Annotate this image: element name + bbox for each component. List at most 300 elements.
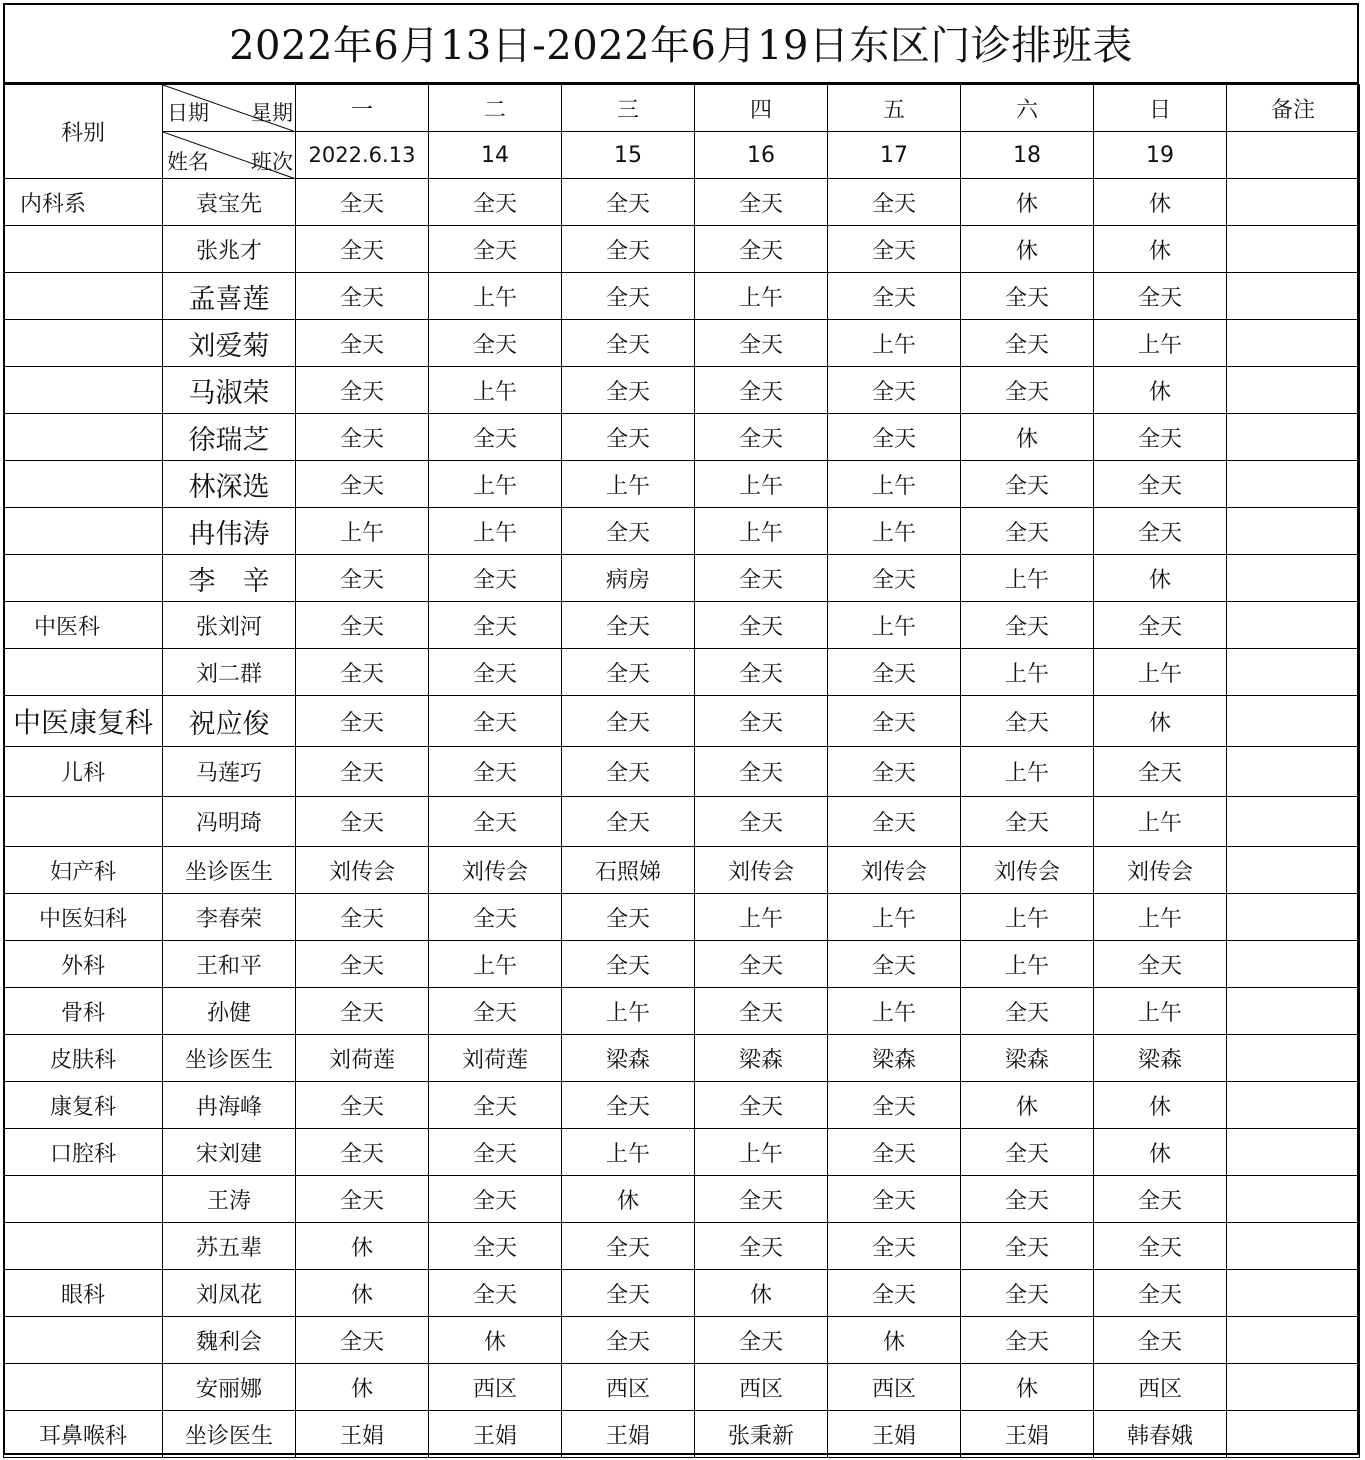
table-row bbox=[4, 508, 1360, 555]
name-cell: 孟喜莲 bbox=[163, 273, 296, 320]
shift-cell: 上午 bbox=[1094, 649, 1227, 696]
shift-cell: 上午 bbox=[828, 894, 961, 941]
dept-cell: 中医康复科 bbox=[4, 696, 163, 747]
remarks-cell bbox=[1227, 1364, 1360, 1411]
shift-cell: 全天 bbox=[562, 1270, 695, 1317]
shift-cell: 石照娣 bbox=[562, 847, 695, 894]
shift-cell: 全天 bbox=[828, 179, 961, 226]
table-row bbox=[4, 1317, 1360, 1364]
shift-cell: 全天 bbox=[961, 797, 1094, 847]
shift-cell: 全天 bbox=[562, 226, 695, 273]
dept-cell bbox=[4, 461, 163, 508]
shift-cell: 休 bbox=[562, 1176, 695, 1223]
shift-cell: 休 bbox=[695, 1270, 828, 1317]
shift-cell: 全天 bbox=[562, 508, 695, 555]
shift-cell: 全天 bbox=[1094, 941, 1227, 988]
shift-cell: 上午 bbox=[695, 461, 828, 508]
remarks-cell bbox=[1227, 602, 1360, 649]
dept-cell: 骨科 bbox=[4, 988, 163, 1035]
name-cell: 宋刘建 bbox=[163, 1129, 296, 1176]
shift-cell: 全天 bbox=[562, 367, 695, 414]
shift-cell: 王娟 bbox=[562, 1411, 695, 1458]
shift-cell: 全天 bbox=[296, 1129, 429, 1176]
shift-cell: 全天 bbox=[429, 602, 562, 649]
dept-cell: 妇产科 bbox=[4, 847, 163, 894]
dept-cell: 口腔科 bbox=[4, 1129, 163, 1176]
name-cell: 坐诊医生 bbox=[163, 1411, 296, 1458]
table-row bbox=[4, 747, 1360, 797]
shift-cell: 上午 bbox=[429, 367, 562, 414]
shift-cell: 全天 bbox=[1094, 602, 1227, 649]
remarks-header: 备注 bbox=[1227, 85, 1360, 132]
shift-cell: 全天 bbox=[695, 1223, 828, 1270]
name-cell: 坐诊医生 bbox=[163, 1035, 296, 1082]
shift-cell: 全天 bbox=[296, 226, 429, 273]
date-tue: 14 bbox=[429, 132, 562, 179]
shift-cell: 西区 bbox=[695, 1364, 828, 1411]
table-row bbox=[4, 555, 1360, 602]
table-row bbox=[4, 988, 1360, 1035]
shift-cell: 上午 bbox=[961, 941, 1094, 988]
shift-cell: 全天 bbox=[562, 1317, 695, 1364]
shift-cell: 全天 bbox=[429, 649, 562, 696]
shift-cell: 全天 bbox=[828, 1223, 961, 1270]
table-row bbox=[4, 273, 1360, 320]
shift-cell: 全天 bbox=[695, 1317, 828, 1364]
remarks-cell bbox=[1227, 226, 1360, 273]
name-cell: 林深选 bbox=[163, 461, 296, 508]
shift-cell: 全天 bbox=[961, 1317, 1094, 1364]
name-cell: 冉海峰 bbox=[163, 1082, 296, 1129]
shift-cell: 全天 bbox=[429, 747, 562, 797]
shift-cell: 全天 bbox=[828, 414, 961, 461]
dept-cell bbox=[4, 508, 163, 555]
shift-cell: 休 bbox=[1094, 555, 1227, 602]
date-thu: 16 bbox=[695, 132, 828, 179]
shift-cell: 上午 bbox=[961, 649, 1094, 696]
date-label: 日期 bbox=[167, 101, 209, 125]
remarks-cell bbox=[1227, 414, 1360, 461]
shift-cell: 全天 bbox=[961, 1223, 1094, 1270]
shift-cell: 刘传会 bbox=[828, 847, 961, 894]
name-cell: 马莲巧 bbox=[163, 747, 296, 797]
shift-cell: 全天 bbox=[562, 696, 695, 747]
name-cell: 刘二群 bbox=[163, 649, 296, 696]
shift-cell: 上午 bbox=[429, 508, 562, 555]
shift-cell: 上午 bbox=[1094, 320, 1227, 367]
dept-cell bbox=[4, 1317, 163, 1364]
dept-cell bbox=[4, 320, 163, 367]
shift-cell: 全天 bbox=[695, 1082, 828, 1129]
shift-cell: 王娟 bbox=[961, 1411, 1094, 1458]
weekday-thu: 四 bbox=[695, 85, 828, 132]
table-row bbox=[4, 649, 1360, 696]
shift-cell: 上午 bbox=[695, 894, 828, 941]
shift-cell: 梁森 bbox=[695, 1035, 828, 1082]
remarks-cell bbox=[1227, 1411, 1360, 1458]
table-row bbox=[4, 461, 1360, 508]
dept-cell bbox=[4, 1176, 163, 1223]
shift-cell: 全天 bbox=[429, 797, 562, 847]
shift-cell: 全天 bbox=[429, 988, 562, 1035]
shift-cell: 全天 bbox=[828, 1176, 961, 1223]
dept-cell bbox=[4, 1364, 163, 1411]
shift-cell: 全天 bbox=[296, 461, 429, 508]
date-weekday-header bbox=[163, 85, 296, 132]
shift-cell: 休 bbox=[1094, 179, 1227, 226]
shift-cell: 休 bbox=[961, 1364, 1094, 1411]
remarks-cell bbox=[1227, 1129, 1360, 1176]
table-row bbox=[4, 941, 1360, 988]
shift-cell: 休 bbox=[828, 1317, 961, 1364]
shift-cell: 全天 bbox=[1094, 1317, 1227, 1364]
dept-cell bbox=[4, 1223, 163, 1270]
shift-cell: 西区 bbox=[828, 1364, 961, 1411]
name-cell: 祝应俊 bbox=[163, 696, 296, 747]
shift-cell: 上午 bbox=[1094, 894, 1227, 941]
shift-cell: 全天 bbox=[1094, 414, 1227, 461]
shift-cell: 西区 bbox=[429, 1364, 562, 1411]
shift-cell: 全天 bbox=[562, 1223, 695, 1270]
shift-cell: 休 bbox=[1094, 1082, 1227, 1129]
remarks-cell bbox=[1227, 320, 1360, 367]
shift-cell: 全天 bbox=[695, 179, 828, 226]
shift-cell: 全天 bbox=[296, 367, 429, 414]
dept-cell bbox=[4, 649, 163, 696]
shift-cell: 全天 bbox=[961, 1176, 1094, 1223]
remarks-cell bbox=[1227, 747, 1360, 797]
shift-cell: 全天 bbox=[429, 179, 562, 226]
date-sun: 19 bbox=[1094, 132, 1227, 179]
date-mon: 2022.6.13 bbox=[296, 132, 429, 179]
shift-cell: 全天 bbox=[695, 367, 828, 414]
shift-cell: 全天 bbox=[429, 1223, 562, 1270]
name-shift-header bbox=[163, 132, 296, 179]
table-row bbox=[4, 894, 1360, 941]
shift-cell: 全天 bbox=[296, 696, 429, 747]
shift-cell: 全天 bbox=[296, 602, 429, 649]
shift-cell: 全天 bbox=[1094, 461, 1227, 508]
shift-cell: 刘荷莲 bbox=[429, 1035, 562, 1082]
name-cell: 苏五辈 bbox=[163, 1223, 296, 1270]
table-row bbox=[4, 797, 1360, 847]
dept-cell: 康复科 bbox=[4, 1082, 163, 1129]
name-cell: 张兆才 bbox=[163, 226, 296, 273]
name-cell: 魏利会 bbox=[163, 1317, 296, 1364]
remarks-cell bbox=[1227, 1317, 1360, 1364]
shift-cell: 梁森 bbox=[961, 1035, 1094, 1082]
table-row bbox=[4, 1411, 1360, 1458]
shift-cell: 西区 bbox=[562, 1364, 695, 1411]
name-cell: 马淑荣 bbox=[163, 367, 296, 414]
shift-label: 班次 bbox=[251, 150, 293, 174]
dept-cell: 外科 bbox=[4, 941, 163, 988]
shift-cell: 全天 bbox=[695, 649, 828, 696]
shift-cell: 梁森 bbox=[828, 1035, 961, 1082]
shift-cell: 全天 bbox=[961, 1129, 1094, 1176]
weekday-sun: 日 bbox=[1094, 85, 1227, 132]
remarks-cell bbox=[1227, 941, 1360, 988]
shift-cell: 刘传会 bbox=[296, 847, 429, 894]
shift-cell: 全天 bbox=[429, 894, 562, 941]
table-row bbox=[4, 367, 1360, 414]
shift-cell: 全天 bbox=[828, 273, 961, 320]
name-cell: 冉伟涛 bbox=[163, 508, 296, 555]
table-row bbox=[4, 1270, 1360, 1317]
shift-cell: 全天 bbox=[828, 1082, 961, 1129]
table-row bbox=[4, 696, 1360, 747]
name-cell: 坐诊医生 bbox=[163, 847, 296, 894]
shift-cell: 全天 bbox=[828, 797, 961, 847]
table-row bbox=[4, 847, 1360, 894]
shift-cell: 上午 bbox=[429, 273, 562, 320]
shift-cell: 全天 bbox=[429, 1270, 562, 1317]
remarks-cell bbox=[1227, 1035, 1360, 1082]
dept-header: 科别 bbox=[4, 85, 163, 179]
remarks-cell bbox=[1227, 132, 1360, 179]
remarks-cell bbox=[1227, 696, 1360, 747]
table-row bbox=[4, 1082, 1360, 1129]
remarks-cell bbox=[1227, 988, 1360, 1035]
shift-cell: 全天 bbox=[296, 414, 429, 461]
shift-cell: 王娟 bbox=[828, 1411, 961, 1458]
dept-cell bbox=[4, 273, 163, 320]
shift-cell: 全天 bbox=[562, 179, 695, 226]
shift-cell: 全天 bbox=[429, 226, 562, 273]
remarks-cell bbox=[1227, 649, 1360, 696]
shift-cell: 全天 bbox=[296, 1317, 429, 1364]
name-cell: 安丽娜 bbox=[163, 1364, 296, 1411]
shift-cell: 上午 bbox=[695, 273, 828, 320]
dept-cell: 中医科 bbox=[4, 602, 163, 649]
shift-cell: 全天 bbox=[695, 941, 828, 988]
schedule-table bbox=[3, 84, 1360, 1458]
shift-cell: 上午 bbox=[961, 747, 1094, 797]
dept-cell bbox=[4, 414, 163, 461]
weekday-wed: 三 bbox=[562, 85, 695, 132]
shift-cell: 全天 bbox=[961, 602, 1094, 649]
remarks-cell bbox=[1227, 508, 1360, 555]
table-row bbox=[4, 1176, 1360, 1223]
shift-cell: 上午 bbox=[1094, 988, 1227, 1035]
dept-cell: 儿科 bbox=[4, 747, 163, 797]
dept-cell bbox=[4, 555, 163, 602]
shift-cell: 上午 bbox=[828, 320, 961, 367]
shift-cell: 上午 bbox=[961, 555, 1094, 602]
shift-cell: 休 bbox=[961, 179, 1094, 226]
shift-cell: 全天 bbox=[429, 320, 562, 367]
date-fri: 17 bbox=[828, 132, 961, 179]
shift-cell: 全天 bbox=[562, 747, 695, 797]
dept-cell: 皮肤科 bbox=[4, 1035, 163, 1082]
shift-cell: 全天 bbox=[296, 988, 429, 1035]
shift-cell: 全天 bbox=[296, 555, 429, 602]
page-title: 2022年6月13日-2022年6月19日东区门诊排班表 bbox=[3, 3, 1359, 84]
shift-cell: 上午 bbox=[1094, 797, 1227, 847]
shift-cell: 全天 bbox=[296, 649, 429, 696]
shift-cell: 全天 bbox=[961, 988, 1094, 1035]
dept-cell: 内科系 bbox=[4, 179, 163, 226]
shift-cell: 全天 bbox=[296, 179, 429, 226]
shift-cell: 全天 bbox=[296, 320, 429, 367]
remarks-cell bbox=[1227, 1270, 1360, 1317]
name-cell: 袁宝先 bbox=[163, 179, 296, 226]
shift-cell: 休 bbox=[1094, 1129, 1227, 1176]
remarks-cell bbox=[1227, 1176, 1360, 1223]
table-row bbox=[4, 1035, 1360, 1082]
table-row bbox=[4, 1129, 1360, 1176]
shift-cell: 上午 bbox=[828, 508, 961, 555]
shift-cell: 全天 bbox=[828, 696, 961, 747]
shift-cell: 全天 bbox=[429, 1082, 562, 1129]
dept-cell bbox=[4, 226, 163, 273]
table-row bbox=[4, 1223, 1360, 1270]
shift-cell: 王娟 bbox=[296, 1411, 429, 1458]
shift-cell: 休 bbox=[961, 226, 1094, 273]
dept-cell bbox=[4, 797, 163, 847]
name-cell: 张刘河 bbox=[163, 602, 296, 649]
shift-cell: 全天 bbox=[296, 797, 429, 847]
shift-cell: 全天 bbox=[429, 696, 562, 747]
shift-cell: 全天 bbox=[961, 696, 1094, 747]
shift-cell: 全天 bbox=[296, 1176, 429, 1223]
shift-cell: 休 bbox=[429, 1317, 562, 1364]
name-cell: 冯明琦 bbox=[163, 797, 296, 847]
shift-cell: 全天 bbox=[429, 1129, 562, 1176]
shift-cell: 刘传会 bbox=[1094, 847, 1227, 894]
shift-cell: 上午 bbox=[429, 461, 562, 508]
remarks-cell bbox=[1227, 461, 1360, 508]
shift-cell: 全天 bbox=[562, 894, 695, 941]
shift-cell: 全天 bbox=[1094, 1176, 1227, 1223]
shift-cell: 休 bbox=[1094, 226, 1227, 273]
shift-cell: 刘传会 bbox=[961, 847, 1094, 894]
weekday-fri: 五 bbox=[828, 85, 961, 132]
shift-cell: 刘传会 bbox=[695, 847, 828, 894]
remarks-cell bbox=[1227, 797, 1360, 847]
dept-cell: 眼科 bbox=[4, 1270, 163, 1317]
shift-cell: 休 bbox=[1094, 696, 1227, 747]
table-row bbox=[4, 414, 1360, 461]
shift-cell: 上午 bbox=[828, 602, 961, 649]
header-row-weekday bbox=[4, 85, 1360, 132]
weekday-sat: 六 bbox=[961, 85, 1094, 132]
shift-cell: 全天 bbox=[828, 649, 961, 696]
name-cell: 刘爱菊 bbox=[163, 320, 296, 367]
name-cell: 李 辛 bbox=[163, 555, 296, 602]
table-row bbox=[4, 1364, 1360, 1411]
shift-cell: 全天 bbox=[562, 797, 695, 847]
name-cell: 王涛 bbox=[163, 1176, 296, 1223]
shift-cell: 全天 bbox=[1094, 1223, 1227, 1270]
shift-cell: 全天 bbox=[429, 555, 562, 602]
shift-cell: 王娟 bbox=[429, 1411, 562, 1458]
shift-cell: 上午 bbox=[562, 461, 695, 508]
shift-cell: 病房 bbox=[562, 555, 695, 602]
shift-cell: 全天 bbox=[828, 367, 961, 414]
shift-cell: 韩春娥 bbox=[1094, 1411, 1227, 1458]
header-row-date bbox=[4, 132, 1360, 179]
shift-cell: 休 bbox=[296, 1364, 429, 1411]
dept-cell: 中医妇科 bbox=[4, 894, 163, 941]
name-cell: 孙健 bbox=[163, 988, 296, 1035]
shift-cell: 上午 bbox=[961, 894, 1094, 941]
shift-cell: 西区 bbox=[1094, 1364, 1227, 1411]
remarks-cell bbox=[1227, 367, 1360, 414]
shift-cell: 全天 bbox=[828, 1270, 961, 1317]
shift-cell: 全天 bbox=[562, 941, 695, 988]
shift-cell: 全天 bbox=[695, 988, 828, 1035]
shift-cell: 全天 bbox=[828, 747, 961, 797]
shift-cell: 全天 bbox=[695, 555, 828, 602]
shift-cell: 上午 bbox=[562, 1129, 695, 1176]
shift-cell: 上午 bbox=[562, 988, 695, 1035]
shift-cell: 全天 bbox=[296, 747, 429, 797]
shift-cell: 张秉新 bbox=[695, 1411, 828, 1458]
remarks-cell bbox=[1227, 847, 1360, 894]
shift-cell: 全天 bbox=[562, 1082, 695, 1129]
dept-cell: 耳鼻喉科 bbox=[4, 1411, 163, 1458]
shift-cell: 全天 bbox=[828, 1129, 961, 1176]
shift-cell: 上午 bbox=[429, 941, 562, 988]
shift-cell: 上午 bbox=[828, 461, 961, 508]
shift-cell: 休 bbox=[1094, 367, 1227, 414]
name-label: 姓名 bbox=[167, 150, 209, 174]
shift-cell: 全天 bbox=[695, 602, 828, 649]
shift-cell: 全天 bbox=[961, 367, 1094, 414]
remarks-cell bbox=[1227, 555, 1360, 602]
shift-cell: 全天 bbox=[961, 508, 1094, 555]
shift-cell: 全天 bbox=[695, 747, 828, 797]
weekday-tue: 二 bbox=[429, 85, 562, 132]
weekday-mon: 一 bbox=[296, 85, 429, 132]
shift-cell: 梁森 bbox=[562, 1035, 695, 1082]
shift-cell: 全天 bbox=[296, 1082, 429, 1129]
shift-cell: 全天 bbox=[695, 226, 828, 273]
shift-cell: 梁森 bbox=[1094, 1035, 1227, 1082]
weekday-label: 星期 bbox=[251, 101, 293, 125]
shift-cell: 全天 bbox=[695, 1176, 828, 1223]
name-cell: 徐瑞芝 bbox=[163, 414, 296, 461]
shift-cell: 全天 bbox=[562, 320, 695, 367]
shift-cell: 全天 bbox=[828, 226, 961, 273]
remarks-cell bbox=[1227, 273, 1360, 320]
shift-cell: 全天 bbox=[1094, 508, 1227, 555]
shift-cell: 全天 bbox=[828, 941, 961, 988]
shift-cell: 刘荷莲 bbox=[296, 1035, 429, 1082]
table-row bbox=[4, 179, 1360, 226]
shift-cell: 全天 bbox=[695, 320, 828, 367]
shift-cell: 上午 bbox=[296, 508, 429, 555]
shift-cell: 全天 bbox=[1094, 1270, 1227, 1317]
shift-cell: 全天 bbox=[562, 602, 695, 649]
remarks-cell bbox=[1227, 179, 1360, 226]
dept-cell bbox=[4, 367, 163, 414]
remarks-cell bbox=[1227, 1223, 1360, 1270]
shift-cell: 全天 bbox=[828, 555, 961, 602]
shift-cell: 全天 bbox=[961, 273, 1094, 320]
shift-cell: 全天 bbox=[961, 461, 1094, 508]
shift-cell: 全天 bbox=[695, 414, 828, 461]
shift-cell: 全天 bbox=[562, 649, 695, 696]
name-cell: 李春荣 bbox=[163, 894, 296, 941]
name-cell: 刘凤花 bbox=[163, 1270, 296, 1317]
shift-cell: 全天 bbox=[429, 1176, 562, 1223]
shift-cell: 全天 bbox=[961, 320, 1094, 367]
table-row bbox=[4, 226, 1360, 273]
date-wed: 15 bbox=[562, 132, 695, 179]
name-cell: 王和平 bbox=[163, 941, 296, 988]
